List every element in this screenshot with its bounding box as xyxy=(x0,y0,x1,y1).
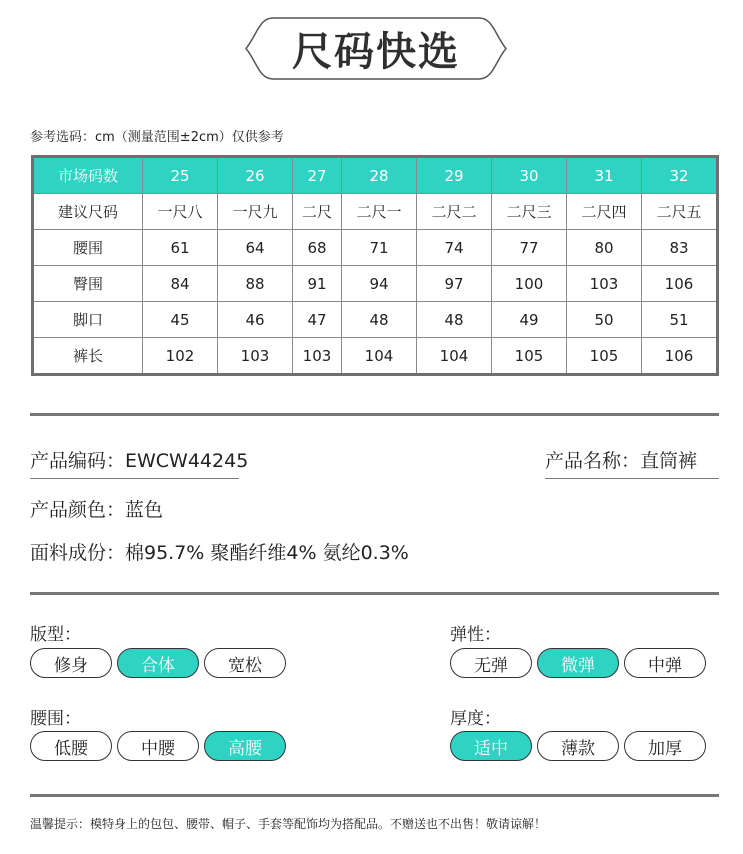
thickness-label: 厚度： xyxy=(450,709,501,729)
table-cell: 27 xyxy=(293,157,342,194)
table-cell: 29 xyxy=(417,157,492,194)
row-label-cell: 裤长 xyxy=(33,338,143,375)
table-cell: 二尺 xyxy=(293,194,342,230)
thickness-option[interactable]: 适中 xyxy=(450,731,532,761)
row-label-cell: 市场码数 xyxy=(33,157,143,194)
table-cell: 二尺四 xyxy=(567,194,642,230)
table-cell: 105 xyxy=(492,338,567,375)
fit-option[interactable]: 合体 xyxy=(117,648,199,678)
fit-label: 版型： xyxy=(30,625,81,645)
thickness-option[interactable]: 加厚 xyxy=(624,731,706,761)
table-row xyxy=(33,338,718,375)
reference-note: 参考选码：cm（测量范围±2cm）仅供参考 xyxy=(30,130,284,145)
table-cell: 84 xyxy=(143,266,218,302)
table-cell: 一尺八 xyxy=(143,194,218,230)
divider xyxy=(30,413,719,416)
table-cell: 48 xyxy=(342,302,417,338)
table-cell: 91 xyxy=(293,266,342,302)
divider xyxy=(30,592,719,595)
stretch-option[interactable]: 微弹 xyxy=(537,648,619,678)
table-cell: 103 xyxy=(218,338,293,375)
table-cell: 68 xyxy=(293,230,342,266)
table-cell: 50 xyxy=(567,302,642,338)
table-cell: 二尺五 xyxy=(642,194,718,230)
table-cell: 71 xyxy=(342,230,417,266)
row-label-cell: 脚口 xyxy=(33,302,143,338)
table-cell: 102 xyxy=(143,338,218,375)
title-badge xyxy=(245,17,507,80)
product-name-underline xyxy=(545,478,719,479)
fit-option[interactable]: 修身 xyxy=(30,648,112,678)
table-cell: 45 xyxy=(143,302,218,338)
thickness-option[interactable]: 薄款 xyxy=(537,731,619,761)
stretch-label: 弹性： xyxy=(450,625,501,645)
product-code-underline xyxy=(30,478,239,479)
table-row xyxy=(33,230,718,266)
table-cell: 94 xyxy=(342,266,417,302)
table-cell: 88 xyxy=(218,266,293,302)
divider xyxy=(30,794,719,797)
table-row xyxy=(33,266,718,302)
table-cell: 61 xyxy=(143,230,218,266)
size-table xyxy=(31,155,719,376)
table-cell: 80 xyxy=(567,230,642,266)
table-cell: 46 xyxy=(218,302,293,338)
waist-option[interactable]: 高腰 xyxy=(204,731,286,761)
table-cell: 106 xyxy=(642,338,718,375)
table-cell: 二尺二 xyxy=(417,194,492,230)
stretch-option[interactable]: 中弹 xyxy=(624,648,706,678)
table-cell: 64 xyxy=(218,230,293,266)
product-code: 产品编码：EWCW44245 xyxy=(30,450,249,472)
table-cell: 83 xyxy=(642,230,718,266)
table-cell: 97 xyxy=(417,266,492,302)
waist-label: 腰围： xyxy=(30,709,81,729)
table-row xyxy=(33,194,718,230)
table-cell: 77 xyxy=(492,230,567,266)
stretch-option[interactable]: 无弹 xyxy=(450,648,532,678)
table-cell: 100 xyxy=(492,266,567,302)
product-color: 产品颜色：蓝色 xyxy=(30,499,164,521)
table-cell: 104 xyxy=(417,338,492,375)
table-cell: 103 xyxy=(567,266,642,302)
table-header-row xyxy=(33,157,718,194)
table-cell: 25 xyxy=(143,157,218,194)
table-cell: 30 xyxy=(492,157,567,194)
page-title: 尺码快选 xyxy=(292,29,460,75)
row-label-cell: 臀围 xyxy=(33,266,143,302)
table-cell: 48 xyxy=(417,302,492,338)
table-cell: 106 xyxy=(642,266,718,302)
table-cell: 二尺三 xyxy=(492,194,567,230)
table-cell: 28 xyxy=(342,157,417,194)
table-cell: 104 xyxy=(342,338,417,375)
waist-option[interactable]: 中腰 xyxy=(117,731,199,761)
table-cell: 49 xyxy=(492,302,567,338)
table-cell: 32 xyxy=(642,157,718,194)
table-cell: 二尺一 xyxy=(342,194,417,230)
table-cell: 51 xyxy=(642,302,718,338)
table-cell: 47 xyxy=(293,302,342,338)
table-cell: 103 xyxy=(293,338,342,375)
fit-option[interactable]: 宽松 xyxy=(204,648,286,678)
waist-option[interactable]: 低腰 xyxy=(30,731,112,761)
table-cell: 26 xyxy=(218,157,293,194)
table-cell: 74 xyxy=(417,230,492,266)
table-cell: 105 xyxy=(567,338,642,375)
table-row xyxy=(33,302,718,338)
product-name: 产品名称：直筒裤 xyxy=(545,450,698,472)
row-label-cell: 建议尺码 xyxy=(33,194,143,230)
table-cell: 31 xyxy=(567,157,642,194)
product-fabric: 面料成份：棉95.7% 聚酯纤维4% 氨纶0.3% xyxy=(30,542,409,564)
row-label-cell: 腰围 xyxy=(33,230,143,266)
table-cell: 一尺九 xyxy=(218,194,293,230)
reminder-tip: 温馨提示：模特身上的包包、腰带、帽子、手套等配饰均为搭配品。不赠送也不出售！敬请谅解！ xyxy=(30,817,547,831)
